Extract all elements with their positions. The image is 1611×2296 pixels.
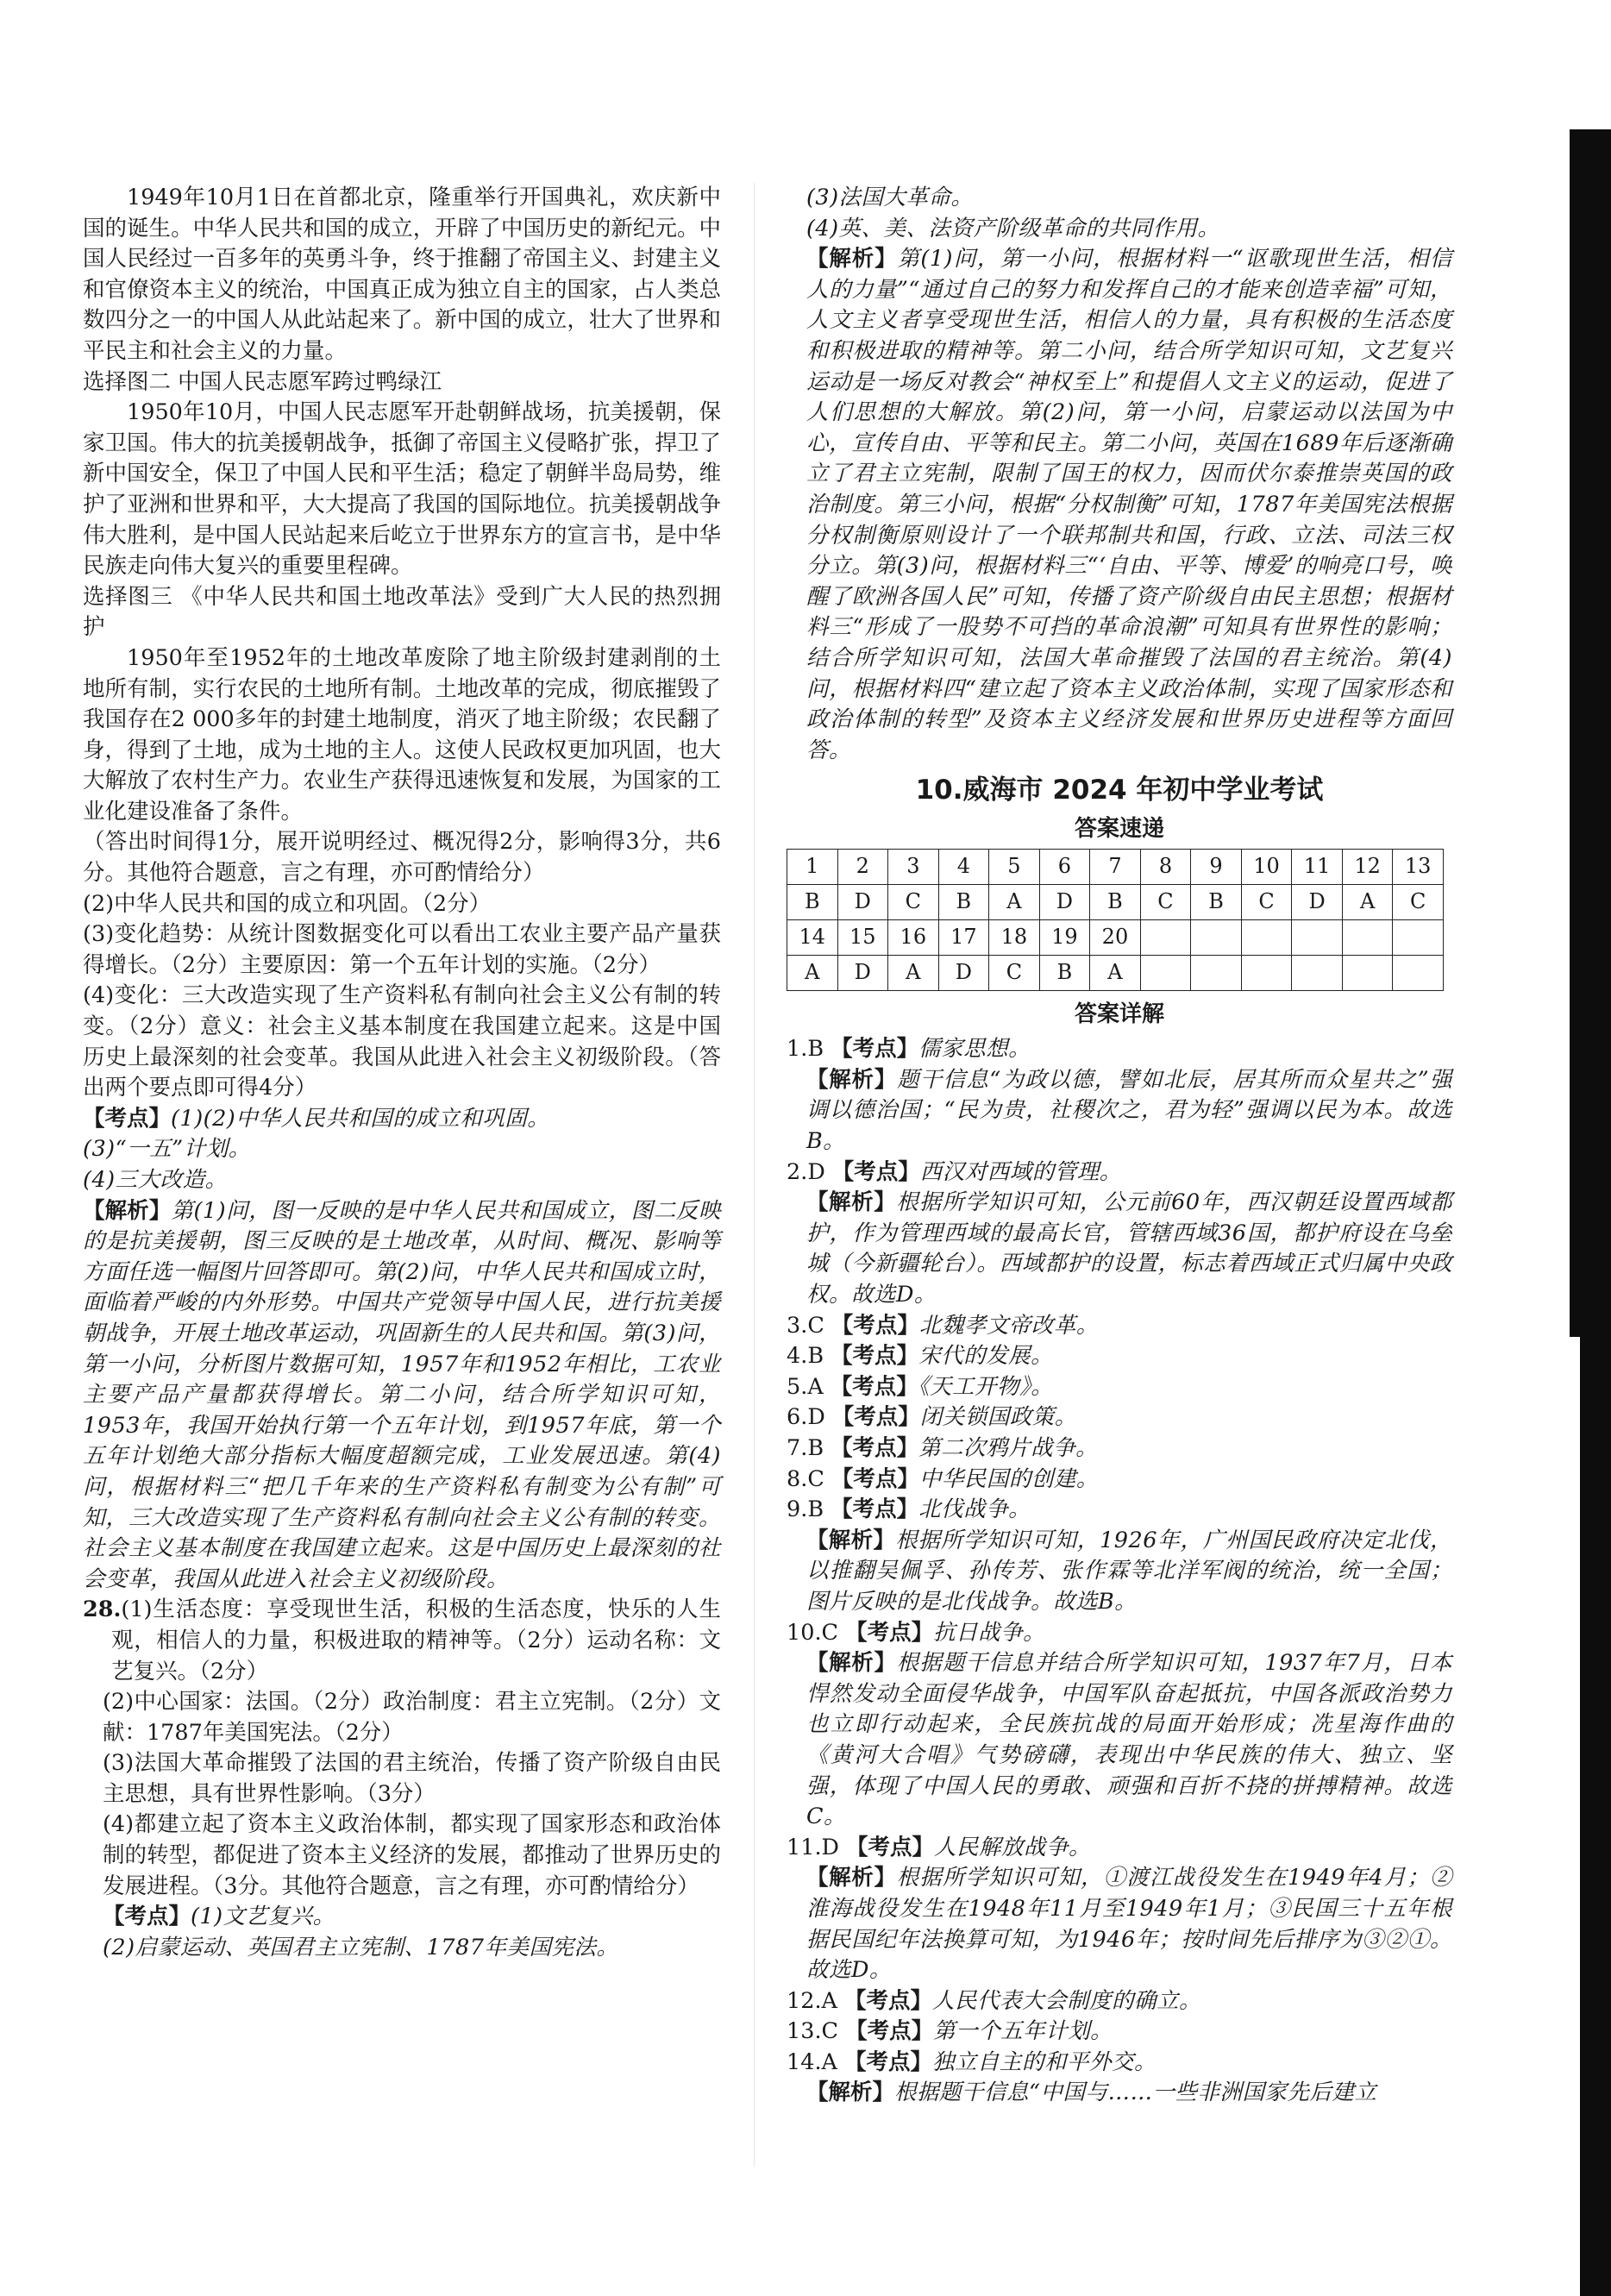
question-number-cell: [1393, 920, 1444, 956]
jiexi-block: [787, 2078, 1452, 2109]
q28-jiexi-text: 第(1)问，第一小问，根据材料一“讴歌现世生活，相信人的力量”“通过自己的努力和发挥自己的才能来创造幸福”可知，人文主义者享受现世生活，相信人的力量，具有积极的生活态度和积极进取的精神等。第二小问，结合所学知识可知，文艺复兴运动是一场反对教会“神权至上”和提倡人文主义的运动，促进了人们思想的大解放。第(2)问，第一小问，启蒙运动以法国为中心，宣传自由、平等和民主。第二小问，英国在1689年后逐渐确立了君主立宪制，限制了国王的权力，因而伏尔泰推崇英国的政治制度。第三小问，根据“分权制衡”可知，1787年美国宪法根据分权制衡原则设计了一个联邦制共和国，行政、立法、司法三权分立。第(3)问，根据材料三“‘自由、平等、博爱’的响亮口号，唤醒了欧洲各国人民”可知，传播了资产阶级自由民主思想；根据材料三“形成了一股势不可挡的革命浪潮”可知具有世界性的影响；结合所学知识可知，法国大革命摧毁了法国的君主统治。第(4)问，根据材料四“建立起了资本主义政治体制，实现了国家形态和政治体制的转型”及资本主义经济发展和世界历史进程等方面回答。: [806, 246, 1452, 763]
answer-table-row: [787, 956, 1444, 991]
detail-item: [787, 1311, 1452, 1342]
detail-item-number: 10.C: [787, 1619, 839, 1646]
kaodian-text: 儒家思想。: [918, 1036, 1031, 1063]
question-number-cell: 19: [1039, 920, 1090, 956]
q28-kaodian-4: (4)英、美、法资产阶级革命的共同作用。: [806, 215, 1220, 242]
kaodian-tag: 【考点】: [831, 1435, 919, 1461]
jiexi-block: [787, 1863, 1452, 1985]
q28-part-2: (2)中心国家：法国。（2分）政治制度：君主立宪制。（2分）文献：1787年美国宪法。（2分）: [102, 1689, 721, 1746]
answer-letter-cell: D: [1292, 885, 1343, 920]
q28-kaodian-3: (3)法国大革命。: [806, 185, 974, 210]
kaodian-tag: 【考点】: [845, 1619, 934, 1646]
kaodian-text: 西汉对西域的管理。: [919, 1158, 1122, 1185]
kaodian-tag: 【考点】: [831, 1036, 919, 1063]
detail-item: [787, 1833, 1452, 1864]
jiexi-text: 根据所学知识可知，公元前60年，西汉朝廷设置西域都护，作为管理西域的最高长官，管辖西域36国，都护府设在乌垒城（今新疆轮台）。西域都护的设置，标志着西域正式归属中央政权。故选D。: [806, 1189, 1452, 1308]
choice-3-title: 选择图三 《中华人民共和国土地改革法》受到广大人民的热烈拥护: [83, 583, 721, 641]
kaodian-text: 抗日战争。: [933, 1619, 1046, 1646]
answer-letter-cell: A: [1342, 885, 1393, 920]
detail-item-number: 12.A: [787, 1987, 837, 2014]
kaodian-text: 人民代表大会制度的确立。: [931, 1987, 1201, 2014]
detail-item: [787, 1986, 1452, 2017]
kaodian-tag: 【考点】: [831, 1404, 920, 1431]
answer-table: [787, 849, 1444, 991]
answer-table-row: [787, 885, 1444, 920]
jiexi-tag: 【解析】: [806, 1650, 897, 1677]
detail-item-number: 3.C: [787, 1312, 824, 1339]
answer-letter-cell: C: [1241, 885, 1292, 920]
detailed-answers-title: 答案详解: [1074, 1001, 1164, 1028]
kaodian-tag: 【考点】: [831, 1465, 919, 1492]
detail-item: [787, 1618, 1452, 1649]
kaodian-1: (1)(2)中华人民共和国的成立和巩固。: [171, 1105, 550, 1132]
kaodian-text: 人民解放战争。: [934, 1834, 1092, 1860]
kaodian-tag: 【考点】: [843, 2048, 932, 2075]
detail-item-number: 4.B: [787, 1343, 824, 1370]
answer-letter-cell: C: [888, 885, 939, 920]
jiexi-block: [787, 1526, 1452, 1618]
detail-item-number: 11.D: [787, 1834, 839, 1860]
quick-answers-title: 答案速递: [1074, 816, 1164, 843]
answer-letter-cell: C: [1140, 885, 1191, 920]
q28-number: 28.: [83, 1597, 122, 1623]
question-number-cell: 17: [938, 920, 989, 956]
answer-letter-cell: [1140, 956, 1191, 991]
answer-letter-cell: D: [938, 956, 989, 991]
jiexi-block: [787, 1648, 1452, 1833]
kaodian-tag: 【考点】: [83, 1105, 172, 1132]
answer-letter-cell: B: [1039, 956, 1090, 991]
kaodian-3: (4)三大改造。: [83, 1167, 228, 1193]
answer-letter-cell: A: [888, 956, 939, 991]
answer-letter-cell: [1342, 956, 1393, 991]
detail-item: [787, 1402, 1452, 1433]
jiexi-text: 根据题干信息并结合所学知识可知，1937年7月，日本悍然发动全面侵华战争，中国军队奋起抵抗，中国各派政治势力也立即行动起来，全民族抗战的局面开始形成；冼星海作曲的《黄河大合唱》气势磅礴，表现出中华民族的伟大、独立、坚强，体现了中国人民的勇敢、顽强和百折不挠的拼搏精神。故选C。: [806, 1650, 1452, 1830]
jiexi-tag: 【解析】: [806, 1527, 896, 1553]
paragraph-founding: 1949年10月1日在首都北京，隆重举行开国典礼，欢庆新中国的诞生。中华人民共和国的成立，开辟了中国历史的新纪元。中国人民经过一百多年的英勇斗争，终于推翻了帝国主义、封建主义和官僚资本主义的统治，中国真正成为独立自主的国家，占人类总数四分之一的中国人从此站起来了。新中国的成立，壮大了世界和平民主和社会主义的力量。: [83, 185, 721, 364]
answer-q3: (3)变化趋势：从统计图数据变化可以看出工农业主要产品产量获得增长。（2分）主要原因：第一个五年计划的实施。（2分）: [83, 921, 721, 978]
question-number-cell: 6: [1039, 850, 1090, 885]
answer-letter-cell: [1292, 956, 1343, 991]
q28-kaodian-block: [83, 1902, 721, 1933]
question-number-cell: 1: [787, 850, 838, 885]
question-number-cell: [1241, 920, 1292, 956]
kaodian-text: 闭关锁国政策。: [919, 1404, 1077, 1431]
detail-item: [787, 1157, 1452, 1189]
detail-item: [787, 1433, 1452, 1465]
q28-answer-1: [83, 1595, 721, 1687]
scan-edge-notch: [1570, 129, 1585, 1337]
kaodian-tag: 【考点】: [831, 1496, 919, 1523]
detail-item: [787, 2017, 1452, 2048]
q28-part-4: (4)都建立起了资本主义政治体制，都实现了国家形态和政治体制的转型，都促进了资本主义经济的发展，都推动了世界历史的发展进程。（3分。其他符合题意，言之有理，亦可酌情给分）: [102, 1811, 721, 1899]
jiexi-tag: 【解析】: [83, 1197, 172, 1224]
detail-item-number: 13.C: [787, 2018, 839, 2045]
paragraph-korea: 1950年10月，中国人民志愿军开赴朝鲜战场，抗美援朝，保家卫国。伟大的抗美援朝战争，抵御了帝国主义侵略扩张，捍卫了新中国安全，保卫了中国人民和平生活；稳定了朝鲜半岛局势，维护了亚洲和世界和平，大大提高了我国的国际地位。抗美援朝战争伟大胜利，是中国人民站起来后屹立于世界东方的宣言书，是中华民族走向伟大复兴的重要里程碑。: [83, 399, 721, 580]
kaodian-tag: 【考点】: [831, 1343, 919, 1370]
answer-letter-cell: D: [1039, 885, 1090, 920]
q28-part-3: (3)法国大革命摧毁了法国的君主统治，传播了资产阶级自由民主思想，具有世界性影响。（3分）: [102, 1750, 721, 1807]
question-number-cell: [1191, 920, 1242, 956]
detail-item: [787, 2048, 1452, 2079]
kaodian-2: (3)“一五”计划。: [83, 1136, 251, 1163]
column-divider: [754, 183, 755, 2167]
jiexi-tag: 【解析】: [806, 2080, 894, 2106]
q28-kaodian-2: (2)启蒙运动、英国君主立宪制、1787年美国宪法。: [102, 1934, 619, 1960]
kaodian-tag: 【考点】: [831, 1158, 920, 1185]
q28-jiexi-block: [787, 244, 1452, 766]
detail-item-number: 5.A: [787, 1373, 824, 1400]
kaodian-tag: 【考点】: [831, 1312, 919, 1339]
detail-item: [787, 1034, 1452, 1065]
question-number-cell: 20: [1090, 920, 1141, 956]
jiexi-block: [787, 1188, 1452, 1310]
exam-title: 10.威海市 2024 年初中学业考试: [915, 775, 1324, 806]
question-number-cell: [1292, 920, 1343, 956]
scoring-note: （答出时间得1分，展开说明经过、概况得2分，影响得3分，共6分。其他符合题意，言之有理，亦可酌情给分）: [83, 829, 721, 887]
answer-q4: (4)变化：三大改造实现了生产资料私有制向社会主义公有制的转变。（2分）意义：社会主义基本制度在我国建立起来。这是中国历史上最深刻的社会变革。我国从此进入社会主义初级阶段。（答出两个要点即可得4分）: [83, 982, 721, 1101]
question-number-cell: 5: [989, 850, 1040, 885]
question-number-cell: 7: [1090, 850, 1141, 885]
jiexi-block: [83, 1196, 721, 1596]
kaodian-block: [83, 1104, 721, 1135]
left-column: [83, 183, 721, 1963]
q28-part-1: (1)生活态度：享受现世生活，积极的生活态度，快乐的人生观，相信人的力量，积极进取的精神等。（2分）运动名称：文艺复兴。（2分）: [111, 1597, 721, 1684]
jiexi-block: [787, 1065, 1452, 1157]
kaodian-text: 第二次鸦片战争。: [918, 1435, 1099, 1461]
question-number-cell: [1342, 920, 1393, 956]
question-number-cell: 15: [837, 920, 888, 956]
detail-list: [787, 1034, 1452, 2109]
kaodian-tag: 【考点】: [830, 1373, 918, 1400]
question-number-cell: 4: [938, 850, 989, 885]
answer-table-row: [787, 850, 1444, 885]
answer-letter-cell: B: [787, 885, 838, 920]
question-number-cell: 16: [888, 920, 939, 956]
detail-item: [787, 1495, 1452, 1526]
kaodian-text: 宋代的发展。: [918, 1343, 1054, 1370]
jiexi-text: 题干信息“为政以德，譬如北辰，居其所而众星共之”强调以德治国；“民为贵，社稷次之，君为轻”强调以民为本。故选B。: [806, 1066, 1452, 1155]
detail-item: [787, 1465, 1452, 1496]
jiexi-text: 第(1)问，图一反映的是中华人民共和国成立，图二反映的是抗美援朝，图三反映的是土地改革，从时间、概况、影响等方面任选一幅图片回答即可。第(2)问，中华人民共和国成立时，面临着严峻的内外形势。中国共产党领导中国人民，进行抗美援朝战争，开展土地改革运动，巩固新生的人民共和国。第(3)问，第一小问，分析图片数据可知，1957年和1952年相比，工农业主要产品产量都获得增长。第二小问，结合所学知识可知，1953年，我国开始执行第一个五年计划，到1957年底，第一个五年计划绝大部分指标大幅度超额完成，工业发展迅速。第(4)问，根据材料三“把几千年来的生产资料私有制变为公有制”可知，三大改造实现了生产资料私有制向社会主义公有制的转变。社会主义基本制度在我国建立起来。这是中国历史上最深刻的社会变革，我国从此进入社会主义初级阶段。: [83, 1197, 721, 1592]
right-column: [787, 183, 1452, 2109]
q28-kaodian-tag: 【考点】: [102, 1904, 191, 1930]
jiexi-tag: 【解析】: [806, 1066, 898, 1093]
detail-item-number: 7.B: [787, 1435, 824, 1461]
answer-table-row: [787, 920, 1444, 956]
kaodian-tag: 【考点】: [846, 1834, 935, 1860]
detail-item-number: 8.C: [787, 1465, 824, 1492]
detail-item-number: 6.D: [787, 1404, 825, 1431]
q28-jiexi-tag: 【解析】: [806, 246, 898, 273]
jiexi-text: 根据所学知识可知，①渡江战役发生在1949年4月；②淮海战役发生在1948年11月至1949年1月；③民国三十五年根据民国纪年法换算可知，为1946年；按时间先后排序为③②①。故选D。: [806, 1865, 1452, 1984]
answer-letter-cell: C: [1393, 885, 1444, 920]
kaodian-text: 《天工开物》。: [918, 1373, 1054, 1400]
kaodian-tag: 【考点】: [843, 1987, 932, 2014]
question-number-cell: 18: [989, 920, 1040, 956]
jiexi-text: 根据所学知识可知，1926年，广州国民政府决定北伐，以推翻吴佩孚、孙传芳、张作霖等北洋军阀的统治，统一全国；图片反映的是北伐战争。故选B。: [806, 1527, 1452, 1615]
answer-letter-cell: [1393, 956, 1444, 991]
answer-q2: (2)中华人民共和国的成立和巩固。（2分）: [83, 890, 492, 917]
detail-item-number: 14.A: [787, 2048, 837, 2075]
paragraph-land-reform: 1950年至1952年的土地改革废除了地主阶级封建剥削的土地所有制，实行农民的土地所有制。土地改革的完成，彻底摧毁了我国存在2 000多年的封建土地制度，消灭了地主阶级；农民翻了身，得到了土地，成为土地的主人。这使人民政权更加巩固，也大大解放了农村生产力。农业生产获得迅速恢复和发展，为国家的工业化建设准备了条件。: [83, 644, 721, 825]
detail-item-number: 1.B: [787, 1036, 824, 1063]
answer-letter-cell: D: [837, 885, 888, 920]
kaodian-text: 中华民国的创建。: [918, 1465, 1099, 1492]
question-number-cell: 10: [1241, 850, 1292, 885]
question-number-cell: 11: [1292, 850, 1343, 885]
detail-item-number: 9.B: [787, 1496, 824, 1523]
kaodian-text: 第一个五年计划。: [933, 2018, 1113, 2045]
question-number-cell: 8: [1140, 850, 1191, 885]
jiexi-tag: 【解析】: [806, 1865, 897, 1891]
detail-item: [787, 1341, 1452, 1372]
kaodian-text: 独立自主的和平外交。: [931, 2048, 1157, 2075]
detail-item-number: 2.D: [787, 1158, 825, 1185]
question-number-cell: 12: [1342, 850, 1393, 885]
kaodian-tag: 【考点】: [845, 2018, 934, 2045]
answer-letter-cell: A: [1090, 956, 1141, 991]
q28-kaodian-1: (1)文艺复兴。: [190, 1904, 335, 1930]
answer-letter-cell: B: [1090, 885, 1141, 920]
question-number-cell: 14: [787, 920, 838, 956]
answer-letter-cell: B: [1191, 885, 1242, 920]
kaodian-text: 北魏孝文帝改革。: [918, 1312, 1099, 1339]
jiexi-tag: 【解析】: [806, 1189, 897, 1216]
question-number-cell: 9: [1191, 850, 1242, 885]
detail-item: [787, 1372, 1452, 1403]
answer-letter-cell: [1241, 956, 1292, 991]
question-number-cell: 2: [837, 850, 888, 885]
choice-2-title: 选择图二 中国人民志愿军跨过鸭绿江: [83, 368, 442, 395]
question-number-cell: 3: [888, 850, 939, 885]
jiexi-text: 根据题干信息“中国与……一些非洲国家先后建立: [893, 2080, 1377, 2106]
answer-letter-cell: C: [989, 956, 1040, 991]
answer-letter-cell: D: [837, 956, 888, 991]
kaodian-text: 北伐战争。: [918, 1496, 1031, 1523]
question-number-cell: [1140, 920, 1191, 956]
answer-letter-cell: [1191, 956, 1242, 991]
answer-letter-cell: A: [787, 956, 838, 991]
answer-letter-cell: B: [938, 885, 989, 920]
answer-letter-cell: A: [989, 885, 1040, 920]
question-number-cell: 13: [1393, 850, 1444, 885]
